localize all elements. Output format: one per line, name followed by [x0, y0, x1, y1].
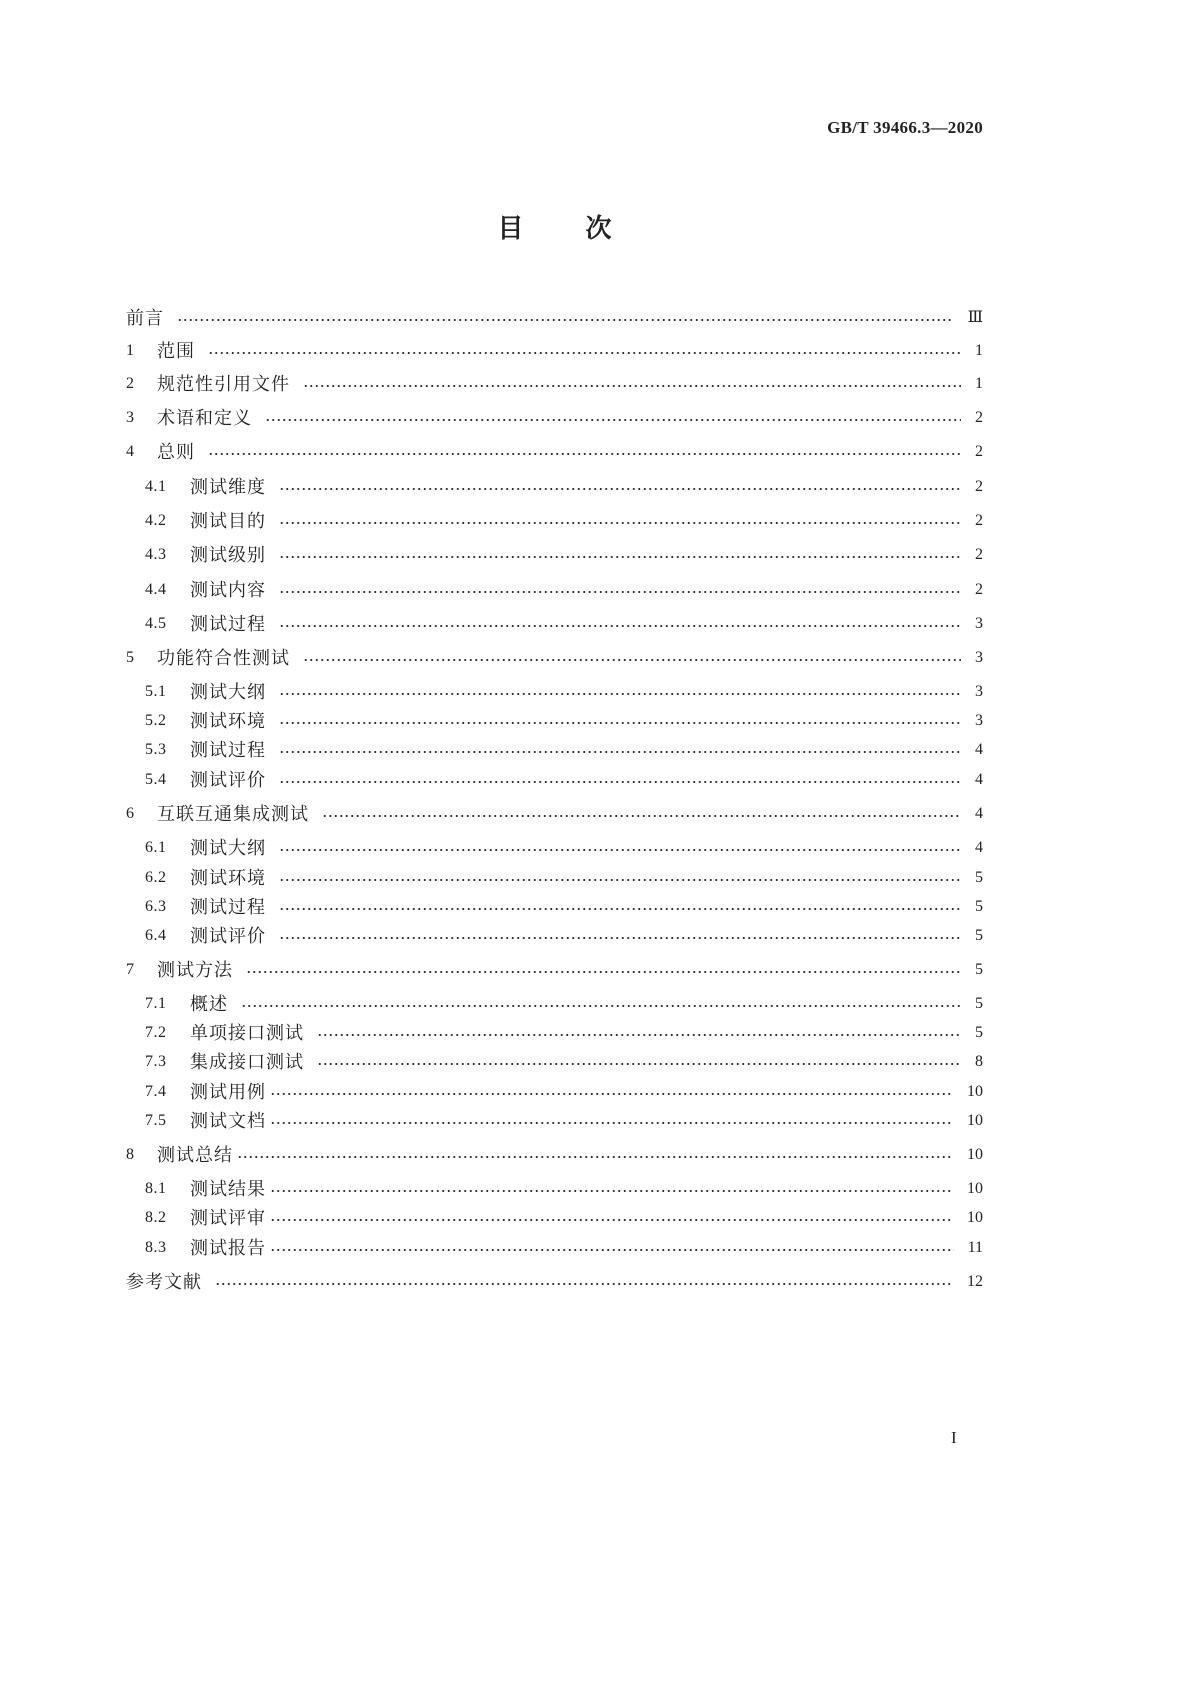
toc-entry-number: 8.3 — [145, 1239, 167, 1256]
toc-entry-title: 测试过程 — [190, 740, 266, 760]
toc-entry-page: 5 — [975, 1024, 983, 1041]
toc-entry-number: 3 — [126, 409, 135, 426]
toc-entry-7-5 — [126, 1109, 983, 1133]
dot-leader — [279, 848, 961, 852]
toc-entry-page: 10 — [967, 1180, 983, 1197]
toc-entry-number: 5.4 — [145, 771, 167, 788]
toc-entry-page: 2 — [975, 443, 983, 460]
toc-entry-title: 测试目的 — [190, 511, 266, 531]
dot-leader — [265, 418, 961, 422]
toc-entry-title: 测试内容 — [190, 580, 266, 600]
toc-entry-number: 4.5 — [145, 615, 167, 632]
standard-code: GB/T 39466.3—2020 — [827, 118, 983, 137]
toc-entry-number: 6.1 — [145, 839, 167, 856]
dot-leader — [246, 970, 961, 974]
toc-entry-5-1 — [126, 680, 983, 704]
toc-entry-number: 6 — [126, 805, 135, 822]
toc-entry-title: 测试级别 — [190, 545, 266, 565]
dot-leader — [279, 750, 961, 754]
toc-entry-number: 8.2 — [145, 1209, 167, 1226]
toc-entry-6-3 — [126, 895, 983, 919]
toc-entry-number: 1 — [126, 342, 135, 359]
toc-entry-title: 前言 — [126, 308, 164, 328]
toc-entry-page: 1 — [975, 342, 983, 359]
toc-entry-references — [126, 1270, 983, 1294]
toc-entry-number: 5 — [126, 649, 135, 666]
dot-leader — [215, 1282, 953, 1286]
toc-entry-7-3 — [126, 1050, 983, 1074]
toc-entry-title: 总则 — [157, 442, 195, 462]
toc-entry-page: 2 — [975, 409, 983, 426]
toc-entry-title: 测试过程 — [190, 897, 266, 917]
toc-entry-number: 5.1 — [145, 683, 167, 700]
toc-entry-7-4 — [126, 1080, 983, 1104]
toc-entry-page: 5 — [975, 927, 983, 944]
toc-entry-page: 4 — [975, 741, 983, 758]
toc-entry-6-2 — [126, 866, 983, 890]
toc-entry-page: 2 — [975, 478, 983, 495]
dot-leader — [237, 1155, 953, 1159]
toc-entry-page: 1 — [975, 375, 983, 392]
toc-entry-page: 10 — [967, 1112, 983, 1129]
toc-entry-2 — [126, 372, 983, 396]
toc-entry-page: 11 — [967, 1239, 983, 1256]
toc-entry-number: 7.4 — [145, 1083, 167, 1100]
page-title — [126, 212, 983, 246]
toc-entry-title: 测试大纲 — [190, 838, 266, 858]
toc-entry-title: 参考文献 — [126, 1272, 202, 1292]
toc-entry-page: 10 — [967, 1083, 983, 1100]
dot-leader — [270, 1248, 954, 1252]
footer-page-number: I — [951, 1428, 957, 1447]
toc-entry-5-3 — [126, 738, 983, 762]
toc-entry-5-4 — [126, 768, 983, 792]
toc-entry-4-4 — [126, 578, 983, 602]
toc-entry-page: 5 — [975, 869, 983, 886]
toc-entry-page: 3 — [975, 649, 983, 666]
toc-entry-title: 测试大纲 — [190, 682, 266, 702]
toc-entry-page: 5 — [975, 995, 983, 1012]
toc-entry-number: 7.5 — [145, 1112, 167, 1129]
toc-entry-title: 测试总结 — [157, 1145, 233, 1165]
toc-entry-title: 测试用例 — [190, 1082, 266, 1102]
toc-entry-foreword — [126, 306, 983, 330]
dot-leader — [177, 318, 954, 322]
toc-entry-page: 10 — [967, 1209, 983, 1226]
toc-entry-number: 8 — [126, 1146, 135, 1163]
dot-leader — [303, 384, 961, 388]
dot-leader — [317, 1062, 961, 1066]
toc-entry-6 — [126, 802, 983, 826]
dot-leader — [279, 487, 961, 491]
toc-entry-title: 测试评价 — [190, 770, 266, 790]
toc-entry-7-2 — [126, 1021, 983, 1045]
dot-leader — [270, 1121, 953, 1125]
dot-leader — [279, 936, 961, 940]
toc-entry-4-5 — [126, 612, 983, 636]
toc-entry-title: 集成接口测试 — [190, 1052, 304, 1072]
toc-entry-8-3 — [126, 1236, 983, 1260]
toc-entry-number: 5.2 — [145, 712, 167, 729]
toc-entry-page: 4 — [975, 805, 983, 822]
toc-entry-number: 4.1 — [145, 478, 167, 495]
toc-entry-number: 2 — [126, 375, 135, 392]
toc-entry-title: 术语和定义 — [157, 408, 252, 428]
toc-entry-4 — [126, 440, 983, 464]
dot-leader — [279, 878, 961, 882]
toc-entry-title: 测试过程 — [190, 614, 266, 634]
dot-leader — [279, 907, 961, 911]
toc-entry-7-1 — [126, 992, 983, 1016]
page-title-text: 目次 — [497, 214, 674, 243]
toc-entry-page: 3 — [975, 615, 983, 632]
toc-entry-6-4 — [126, 924, 983, 948]
toc-entry-title: 测试评审 — [190, 1208, 266, 1228]
toc-entry-title: 概述 — [190, 994, 228, 1014]
toc-entry-page: 5 — [975, 961, 983, 978]
toc-entry-number: 7.1 — [145, 995, 167, 1012]
toc-entry-page: 10 — [967, 1146, 983, 1163]
toc-entry-page: 2 — [975, 546, 983, 563]
toc-entry-title: 测试维度 — [190, 477, 266, 497]
toc-entry-number: 7 — [126, 961, 135, 978]
dot-leader — [208, 351, 961, 355]
dot-leader — [279, 721, 961, 725]
dot-leader — [208, 452, 961, 456]
toc-entry-title: 功能符合性测试 — [157, 648, 290, 668]
toc-entry-4-2 — [126, 509, 983, 533]
toc-entry-page: 12 — [967, 1273, 983, 1290]
toc-entry-number: 6.4 — [145, 927, 167, 944]
toc-entry-title: 测试环境 — [190, 868, 266, 888]
dot-leader — [279, 521, 961, 525]
toc-entry-page: 3 — [975, 683, 983, 700]
toc-entry-1 — [126, 339, 983, 363]
toc-entry-title: 测试环境 — [190, 711, 266, 731]
toc-entry-4-1 — [126, 475, 983, 499]
dot-leader — [279, 624, 961, 628]
dot-leader — [270, 1189, 953, 1193]
toc-entry-4-3 — [126, 543, 983, 567]
toc-entry-page: 8 — [975, 1053, 983, 1070]
toc-entry-8 — [126, 1143, 983, 1167]
dot-leader — [279, 780, 961, 784]
toc-entry-title: 范围 — [157, 341, 195, 361]
dot-leader — [322, 814, 961, 818]
toc-entry-number: 4.4 — [145, 581, 167, 598]
toc-entry-page: 4 — [975, 771, 983, 788]
dot-leader — [317, 1033, 961, 1037]
dot-leader — [279, 555, 961, 559]
dot-leader — [241, 1004, 961, 1008]
toc-entry-8-1 — [126, 1177, 983, 1201]
toc-entry-number: 8.1 — [145, 1180, 167, 1197]
toc-entry-6-1 — [126, 836, 983, 860]
toc-entry-title: 单项接口测试 — [190, 1023, 304, 1043]
dot-leader — [270, 1218, 953, 1222]
toc-entry-5 — [126, 646, 983, 670]
toc-entry-title: 互联互通集成测试 — [157, 804, 309, 824]
toc-entry-title: 测试文档 — [190, 1111, 266, 1131]
toc-entry-title: 测试报告 — [190, 1238, 266, 1258]
toc-entry-number: 7.2 — [145, 1024, 167, 1041]
toc-entry-number: 4.3 — [145, 546, 167, 563]
toc-entry-3 — [126, 406, 983, 430]
toc-entry-title: 测试评价 — [190, 926, 266, 946]
toc-entry-title: 测试结果 — [190, 1179, 266, 1199]
toc-entry-number: 6.3 — [145, 898, 167, 915]
toc-entry-page: 3 — [975, 712, 983, 729]
toc-entry-title: 测试方法 — [157, 960, 233, 980]
toc-entry-7 — [126, 958, 983, 982]
toc-entry-number: 6.2 — [145, 869, 167, 886]
toc-entry-5-2 — [126, 709, 983, 733]
toc-entry-number: 4.2 — [145, 512, 167, 529]
toc-entry-page: 2 — [975, 581, 983, 598]
dot-leader — [303, 658, 961, 662]
toc-entry-number: 7.3 — [145, 1053, 167, 1070]
toc-entry-number: 5.3 — [145, 741, 167, 758]
toc-entry-number: 4 — [126, 443, 135, 460]
toc-entry-title: 规范性引用文件 — [157, 374, 290, 394]
toc-entry-page: 2 — [975, 512, 983, 529]
toc-entry-page: 4 — [975, 839, 983, 856]
dot-leader — [270, 1092, 953, 1096]
toc-entry-8-2 — [126, 1206, 983, 1230]
toc-entry-page: 5 — [975, 898, 983, 915]
dot-leader — [279, 590, 961, 594]
dot-leader — [279, 692, 961, 696]
toc-entry-page: Ⅲ — [967, 309, 983, 326]
